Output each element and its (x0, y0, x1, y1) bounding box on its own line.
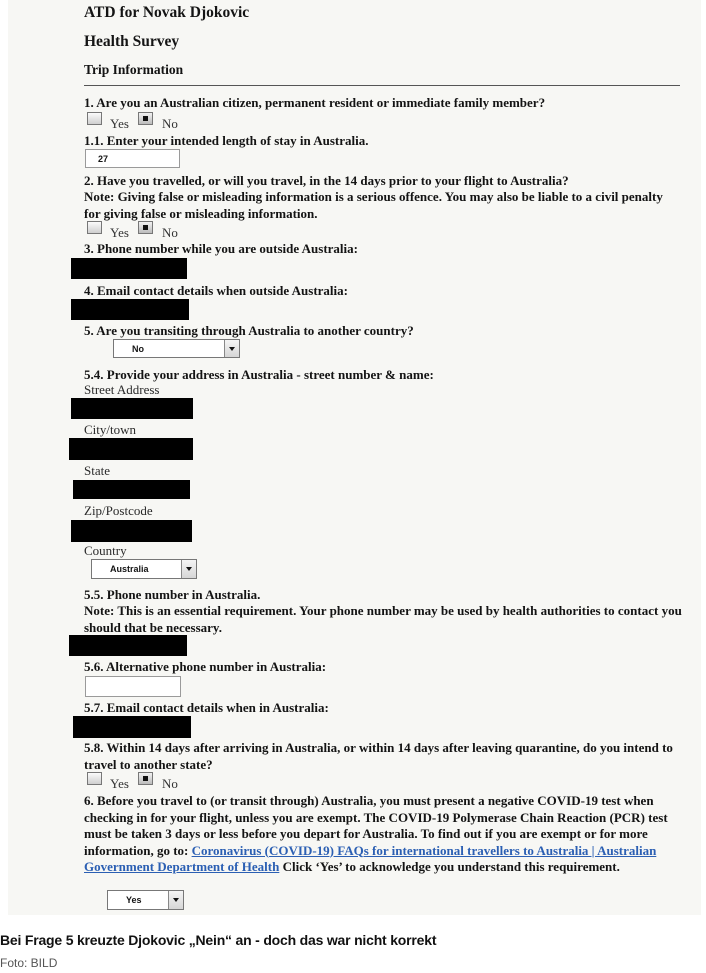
redacted-aus-phone (69, 635, 187, 656)
q1-yes-label: Yes (110, 116, 129, 131)
country-select-value: Australia (110, 564, 149, 574)
q2-yes-label: Yes (110, 225, 129, 240)
q5-8-no-label: No (162, 776, 178, 791)
city-label: City/town (84, 422, 137, 437)
form-title: ATD for Novak Djokovic (84, 4, 250, 21)
transiting-select[interactable] (113, 339, 240, 358)
photo-credit: Foto: BILD (0, 956, 58, 970)
question-2: 2. Have you travelled, or will you travel, in the 14 days prior to your flight to Australia? (84, 173, 569, 188)
chevron-down-icon[interactable] (224, 340, 239, 357)
question-1-1: 1.1. Enter your intended length of stay in Australia. (84, 133, 369, 148)
country-select[interactable] (91, 559, 197, 579)
section-divider (84, 85, 680, 86)
redacted-zip (71, 520, 192, 542)
acknowledge-select[interactable] (107, 890, 184, 910)
image-caption: Bei Frage 5 kreuzte Djokovic „Nein“ an - doch das war nicht korrekt (0, 932, 437, 948)
question-5: 5. Are you transiting through Australia to another country? (84, 323, 414, 338)
question-5-5-note: Note: This is an essential requirement. Your phone number may be used by health authorities to contact you should that be necessary. (84, 603, 682, 635)
zip-label: Zip/Postcode (84, 503, 153, 518)
q5-8-no-checkbox[interactable] (138, 772, 153, 785)
question-4: 4. Email contact details when outside Australia: (84, 283, 348, 298)
transiting-select-value: No (132, 344, 144, 354)
survey-title: Health Survey (84, 33, 180, 50)
alternative-phone-input[interactable] (85, 676, 181, 697)
country-label: Country (84, 543, 127, 558)
q5-8-yes-label: Yes (110, 776, 129, 791)
redacted-street-address (71, 398, 193, 419)
acknowledge-select-value: Yes (126, 895, 142, 905)
question-5-6: 5.6. Alternative phone number in Australia: (84, 659, 327, 674)
length-of-stay-input[interactable]: 27 (85, 149, 180, 168)
q5-8-yes-checkbox[interactable] (87, 772, 102, 785)
redacted-aus-email (73, 716, 191, 738)
question-5-5: 5.5. Phone number in Australia. (84, 587, 261, 602)
q1-no-checkbox[interactable] (138, 112, 153, 125)
form-document (8, 0, 701, 915)
chevron-down-icon[interactable] (168, 891, 183, 909)
redacted-outside-phone (71, 258, 187, 279)
question-6-text: 6. Before you travel to (or transit through) Australia, you must present a negative COVID-19 test when checking in for your flight, unless you are exempt. The COVID-19 Polymerase Chain Reaction (PCR) test must be taken 3 days or less before you depart for Australia. To find out if you are exempt or for more information, go to: (84, 793, 668, 858)
covid-faq-link[interactable]: Coronavirus (COVID-19) FAQs for international travellers to Australia | Australian Government Department of Health (84, 842, 657, 874)
question-5-7: 5.7. Email contact details when in Australia: (84, 700, 329, 715)
question-1: 1. Are you an Australian citizen, permanent resident or immediate family member? (84, 95, 546, 110)
q1-no-label: No (162, 116, 178, 131)
redacted-state (73, 480, 190, 499)
redacted-outside-email (71, 299, 189, 320)
q2-no-checkbox[interactable] (138, 221, 153, 234)
question-2-note: Note: Giving false or misleading information is a serious offence. You may also be liable to a civil penalty for giving false or misleading information. (84, 189, 663, 221)
question-5-8: 5.8. Within 14 days after arriving in Australia, or within 14 days after leaving quarantine, do you intend to travel to another state? (84, 740, 673, 772)
redacted-city (69, 438, 193, 460)
street-address-label: Street Address (84, 382, 160, 397)
section-title: Trip Information (84, 62, 184, 77)
q2-no-label: No (162, 225, 178, 240)
state-label: State (84, 463, 110, 478)
chevron-down-icon[interactable] (181, 560, 196, 578)
question-5-4: 5.4. Provide your address in Australia - street number & name: (84, 367, 434, 382)
question-3: 3. Phone number while you are outside Australia: (84, 241, 358, 256)
q2-yes-checkbox[interactable] (87, 221, 102, 234)
question-6-tail: Click ‘Yes’ to acknowledge you understand this requirement. (282, 859, 620, 874)
question-6 (84, 793, 696, 876)
q1-yes-checkbox[interactable] (87, 112, 102, 125)
